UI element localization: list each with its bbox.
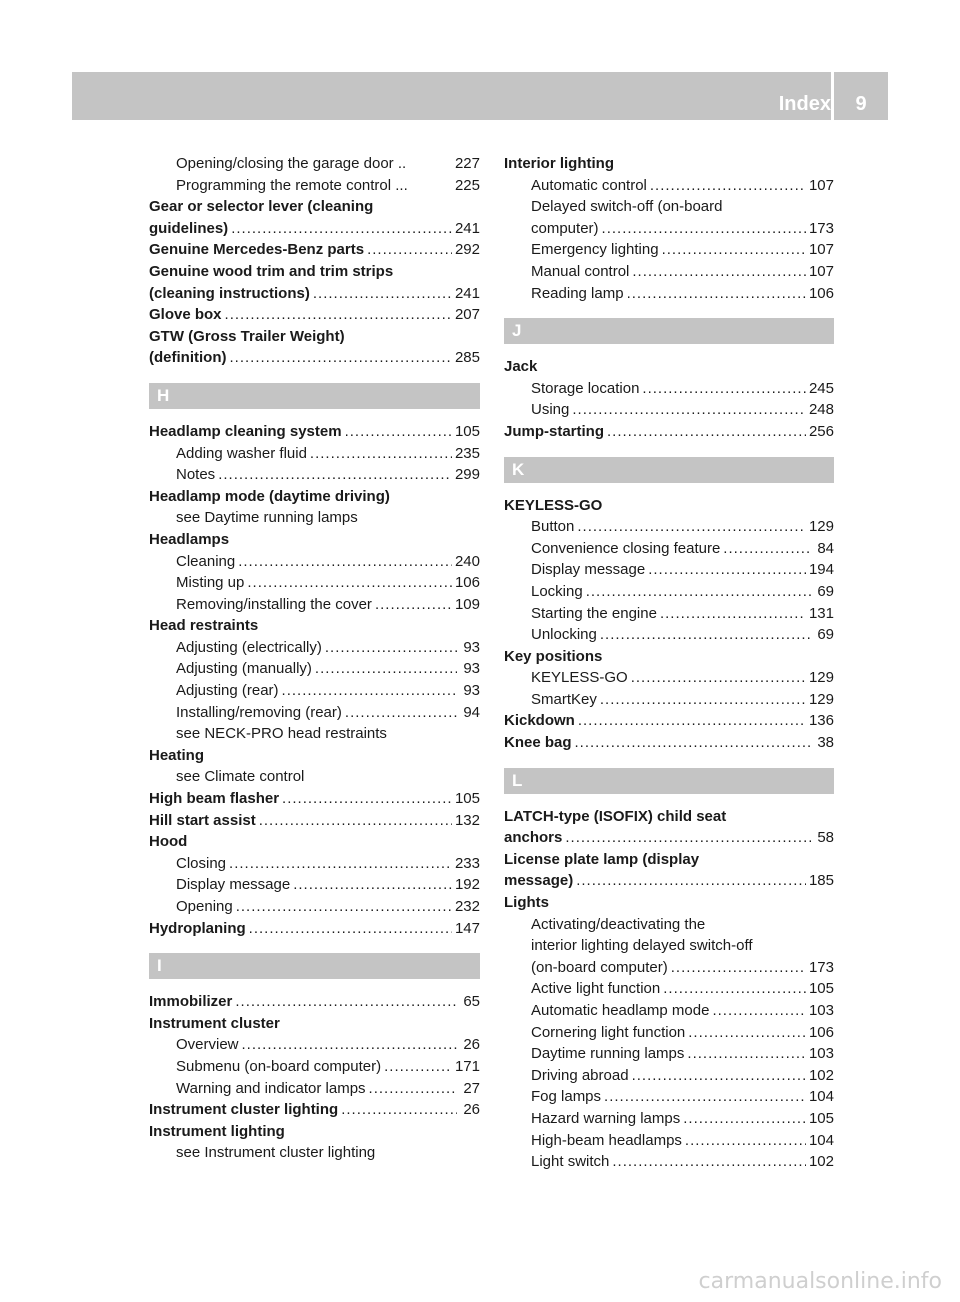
entry-term: Lights — [504, 894, 549, 912]
page-ref[interactable]: 93 — [463, 660, 480, 678]
page-ref[interactable]: 129 — [808, 690, 834, 708]
leader-dots — [249, 918, 452, 940]
leader-dots — [712, 1000, 806, 1022]
index-subentry[interactable] — [504, 1108, 834, 1130]
entry-term: Installing/removing (rear) — [176, 703, 342, 721]
index-entry[interactable] — [504, 827, 834, 849]
index-subentry — [504, 935, 834, 957]
page-ref[interactable]: 132 — [454, 811, 480, 829]
leader-dots — [631, 667, 806, 689]
entry-term: Light switch — [531, 1153, 610, 1171]
leader-dots — [632, 261, 806, 283]
entry-term: Instrument cluster lighting — [149, 1101, 339, 1119]
page-ref[interactable]: 194 — [808, 561, 834, 579]
section-header-i: I — [149, 953, 480, 979]
page-ref[interactable]: 173 — [808, 958, 834, 976]
entry-term: Active light function — [531, 980, 661, 998]
leader-dots — [282, 788, 452, 810]
index-subentry[interactable] — [149, 680, 480, 702]
page-ref[interactable]: 102 — [808, 1066, 834, 1084]
index-entry — [149, 745, 480, 767]
entry-term: Driving abroad — [531, 1066, 629, 1084]
watermark: carmanualsonline.info — [698, 1269, 942, 1294]
entry-term: Interior lighting — [504, 155, 614, 172]
index-entry — [149, 1121, 480, 1143]
page-ref[interactable]: 109 — [454, 595, 480, 613]
entry-term: Key positions — [504, 647, 603, 665]
index-entry — [149, 326, 480, 348]
entry-term: License plate lamp (display — [504, 850, 700, 868]
index-subentry[interactable] — [504, 378, 834, 400]
leader-dots — [650, 175, 806, 197]
entry-term: Cornering light function — [531, 1023, 686, 1041]
page-ref[interactable]: 171 — [454, 1057, 480, 1075]
leader-dots — [384, 1056, 452, 1078]
entry-term: Immobilizer — [149, 993, 233, 1011]
page-ref[interactable]: 26 — [463, 1101, 480, 1119]
leader-dots — [345, 421, 452, 443]
index-entry[interactable] — [149, 991, 480, 1013]
page-ref[interactable]: 185 — [808, 872, 834, 890]
index-entry — [149, 831, 480, 853]
section-header-l: L — [504, 768, 834, 794]
entry-term: interior lighting delayed switch-off — [531, 937, 753, 955]
index-subentry[interactable] — [149, 464, 480, 486]
index-subentry[interactable] — [149, 443, 480, 465]
index-entry[interactable] — [149, 347, 480, 369]
index-subentry[interactable] — [504, 516, 834, 538]
index-entry — [149, 615, 480, 637]
index-subentry[interactable] — [504, 175, 834, 197]
index-entry[interactable] — [149, 788, 480, 810]
index-subentry[interactable] — [504, 218, 834, 240]
index-subentry[interactable] — [149, 594, 480, 616]
index-entry[interactable] — [504, 710, 834, 732]
leader-dots — [602, 218, 806, 240]
index-entry[interactable] — [149, 421, 480, 443]
page-ref[interactable]: 235 — [454, 444, 480, 462]
entry-term: (definition) — [149, 349, 227, 367]
leader-dots — [575, 732, 811, 754]
leader-dots — [259, 810, 452, 832]
entry-term: see Instrument cluster lighting — [176, 1144, 376, 1162]
leader-dots — [225, 304, 452, 326]
leader-dots — [369, 1078, 457, 1100]
index-entry[interactable] — [504, 870, 834, 892]
page-ref[interactable]: 131 — [808, 604, 834, 622]
index-subentry[interactable] — [504, 1043, 834, 1065]
index-subentry — [149, 507, 480, 529]
index-subentry[interactable] — [504, 1065, 834, 1087]
entry-term: Kickdown — [504, 712, 575, 730]
leader-dots — [577, 516, 806, 538]
page-ref[interactable]: 232 — [454, 898, 480, 915]
index-entry — [504, 806, 834, 828]
entry-term: Headlamp mode (daytime driving) — [149, 487, 390, 505]
page-ref[interactable]: 241 — [454, 284, 480, 302]
index-subentry[interactable] — [149, 658, 480, 680]
index-subentry[interactable] — [504, 603, 834, 625]
leader-dots — [341, 1099, 457, 1121]
entry-term: Notes — [176, 466, 216, 484]
index-subentry[interactable] — [149, 1078, 480, 1100]
page-ref[interactable]: 292 — [454, 241, 480, 259]
entry-term: Headlamps — [149, 530, 230, 548]
entry-term: Head restraints — [149, 617, 259, 635]
entry-term: Using — [531, 401, 570, 419]
page-ref[interactable]: 93 — [463, 638, 480, 656]
page-ref[interactable]: 241 — [454, 219, 480, 237]
entry-term: Hill start assist — [149, 811, 256, 829]
leader-dots — [238, 551, 452, 573]
leader-dots — [313, 283, 452, 305]
index-entry — [149, 529, 480, 551]
leader-dots — [578, 710, 806, 732]
page-ref[interactable]: 299 — [454, 466, 480, 484]
index-subentry[interactable] — [149, 853, 480, 875]
index-entry — [504, 646, 834, 668]
page-ref[interactable]: 58 — [817, 829, 834, 847]
index-subentry[interactable] — [504, 559, 834, 581]
index-subentry[interactable] — [504, 399, 834, 421]
page-ref[interactable]: 105 — [454, 422, 480, 440]
entry-term: message) — [504, 872, 574, 890]
leader-dots — [572, 399, 806, 421]
entry-term: Jump-starting — [504, 422, 605, 440]
index-entry[interactable] — [149, 218, 480, 240]
leader-dots — [612, 1151, 806, 1173]
leader-dots — [687, 1043, 806, 1065]
entry-term: Removing/installing the cover — [176, 595, 372, 613]
page-ref[interactable]: 106 — [454, 574, 480, 592]
index-subentry[interactable] — [149, 874, 480, 896]
entry-term: guidelines) — [149, 219, 229, 237]
page-ref[interactable]: 69 — [817, 626, 834, 644]
leader-dots — [247, 572, 452, 594]
leader-dots — [310, 443, 452, 465]
index-entry[interactable] — [149, 918, 480, 940]
page-ref[interactable]: 245 — [808, 379, 834, 397]
entry-term: Unlocking — [531, 626, 597, 644]
page-ref[interactable]: 27 — [463, 1079, 480, 1097]
leader-dots — [632, 1065, 806, 1087]
entry-term: computer) — [531, 219, 599, 237]
page-ref[interactable]: 106 — [808, 284, 834, 302]
leader-dots — [723, 538, 811, 560]
page-ref[interactable]: 285 — [454, 349, 480, 367]
entry-term: Opening — [176, 898, 233, 915]
index-subentry — [504, 914, 834, 936]
page-ref[interactable]: 136 — [808, 712, 834, 730]
page-ref[interactable]: 105 — [808, 1109, 834, 1127]
index-subentry[interactable] — [149, 572, 480, 594]
page-title: Index — [778, 93, 831, 115]
leader-dots — [607, 421, 806, 443]
leader-dots — [642, 378, 806, 400]
entry-term: Delayed switch-off (on-board — [531, 198, 723, 216]
entry-term: Instrument cluster — [149, 1014, 280, 1032]
page-ref[interactable]: 26 — [463, 1036, 480, 1054]
page-ref[interactable]: 104 — [808, 1088, 834, 1106]
page-ref[interactable]: 107 — [808, 241, 834, 259]
leader-dots — [229, 853, 452, 875]
index-subentry[interactable] — [149, 175, 480, 197]
index-subentry[interactable] — [149, 551, 480, 573]
leader-dots — [627, 283, 806, 305]
index-entry — [149, 1013, 480, 1035]
index-subentry[interactable] — [504, 667, 834, 689]
index-entry[interactable] — [149, 304, 480, 326]
index-entry[interactable] — [149, 810, 480, 832]
page-ref[interactable]: 107 — [808, 176, 834, 194]
page-ref[interactable]: 69 — [817, 582, 834, 600]
entry-term: see Climate control — [176, 768, 305, 786]
index-subentry[interactable] — [504, 239, 834, 261]
page-ref[interactable]: 129 — [808, 669, 834, 687]
entry-term: Locking — [531, 582, 583, 600]
leader-dots — [685, 1130, 806, 1152]
entry-term: LATCH-type (ISOFIX) child seat — [504, 807, 727, 825]
entry-term: Headlamp cleaning system — [149, 422, 342, 440]
entry-term: Warning and indicator lamps — [176, 1079, 366, 1097]
leader-dots — [293, 874, 452, 896]
index-entry — [504, 495, 834, 517]
entry-term: Automatic control — [531, 176, 647, 194]
page-ref[interactable]: 103 — [808, 1045, 834, 1063]
index-subentry[interactable] — [504, 978, 834, 1000]
entry-term: (on-board computer) — [531, 958, 668, 976]
page-ref[interactable]: 256 — [808, 422, 834, 440]
entry-term: see Daytime running lamps — [176, 509, 358, 527]
entry-term: Manual control — [531, 262, 630, 280]
leader-dots — [242, 1034, 457, 1056]
page-ref[interactable]: 147 — [454, 919, 480, 937]
leader-dots — [218, 464, 452, 486]
entry-term: Automatic headlamp mode — [531, 1002, 710, 1019]
entry-term: Glove box — [149, 306, 222, 324]
index-subentry[interactable] — [149, 1056, 480, 1078]
entry-term: GTW (Gross Trailer Weight) — [149, 327, 345, 345]
leader-dots — [565, 827, 811, 849]
index-subentry[interactable] — [504, 689, 834, 711]
entry-term: Adjusting (manually) — [176, 660, 312, 678]
entry-term: Storage location — [531, 379, 640, 397]
section-header-k: K — [504, 457, 834, 483]
index-entry[interactable] — [149, 1099, 480, 1121]
entry-term: Jack — [504, 358, 538, 376]
index-subentry[interactable] — [504, 283, 834, 305]
entry-term: Instrument lighting — [149, 1122, 285, 1140]
index-entry — [504, 849, 834, 871]
leader-dots — [671, 957, 806, 979]
page-ref[interactable]: 65 — [463, 993, 480, 1011]
index-subentry[interactable] — [504, 957, 834, 979]
index-entry — [149, 196, 480, 218]
page-ref[interactable]: 225 — [454, 176, 480, 194]
index-column-left — [149, 153, 480, 1164]
leader-dots — [576, 870, 806, 892]
entry-term: Submenu (on-board computer) — [176, 1057, 382, 1075]
index-subentry — [149, 723, 480, 745]
entry-term: Misting up — [176, 574, 245, 592]
index-subentry[interactable] — [149, 637, 480, 659]
leader-dots — [683, 1108, 806, 1130]
page-ref[interactable]: 93 — [463, 682, 480, 700]
entry-term: Convenience closing feature — [531, 539, 721, 557]
entry-term: KEYLESS-GO — [531, 669, 628, 687]
leader-dots — [367, 239, 452, 261]
leader-dots — [600, 624, 811, 646]
entry-term: Fog lamps — [531, 1088, 602, 1106]
entry-term: Opening/closing the garage door .. — [176, 155, 407, 172]
index-column-right — [504, 153, 834, 1173]
entry-term: Starting the engine — [531, 604, 657, 622]
index-subentry — [504, 196, 834, 218]
page-number: 9 — [855, 93, 867, 115]
entry-term: Hazard warning lamps — [531, 1109, 681, 1127]
entry-term: Daytime running lamps — [531, 1045, 685, 1063]
entry-term: Adjusting (rear) — [176, 682, 279, 700]
page-ref[interactable]: 207 — [454, 306, 480, 324]
index-entry[interactable] — [504, 421, 834, 443]
index-subentry[interactable] — [149, 896, 480, 918]
page-ref[interactable]: 105 — [808, 980, 834, 998]
entry-term: Hydroplaning — [149, 919, 246, 937]
leader-dots — [660, 603, 806, 625]
index-subentry[interactable] — [504, 1000, 834, 1022]
page-ref[interactable]: 102 — [808, 1153, 834, 1171]
index-subentry[interactable] — [504, 624, 834, 646]
page-ref[interactable]: 129 — [808, 518, 834, 536]
leader-dots — [586, 581, 811, 603]
page-ref[interactable]: 173 — [808, 219, 834, 237]
entry-term: Closing — [176, 854, 227, 872]
index-subentry[interactable] — [504, 261, 834, 283]
leader-dots — [236, 896, 452, 918]
entry-term: Display message — [531, 561, 646, 579]
entry-term: High-beam headlamps — [531, 1131, 682, 1149]
entry-term: Display message — [176, 876, 291, 894]
page-ref[interactable]: 38 — [817, 734, 834, 752]
entry-term: Activating/deactivating the — [531, 915, 706, 933]
entry-term: Cleaning — [176, 552, 236, 570]
leader-dots — [600, 689, 806, 711]
index-entry — [149, 486, 480, 508]
entry-term: Reading lamp — [531, 284, 624, 302]
index-subentry — [149, 766, 480, 788]
entry-term: see NECK-PRO head restraints — [176, 725, 387, 743]
page-ref[interactable]: 106 — [808, 1023, 834, 1041]
entry-term: Emergency lighting — [531, 241, 659, 259]
index-entry — [149, 261, 480, 283]
entry-term: Heating — [149, 746, 205, 764]
page-ref[interactable]: 94 — [463, 703, 480, 721]
page-ref[interactable]: 240 — [454, 552, 480, 570]
index-subentry[interactable] — [504, 1151, 834, 1173]
entry-term: (cleaning instructions) — [149, 284, 310, 302]
entry-term: KEYLESS-GO — [504, 496, 603, 514]
entry-term: Button — [531, 518, 575, 536]
page-ref[interactable]: 104 — [808, 1131, 834, 1149]
entry-term: Programming the remote control ... — [176, 176, 408, 194]
index-entry — [504, 892, 834, 914]
entry-term: Overview — [176, 1036, 239, 1054]
index-entry — [504, 356, 834, 378]
index-subentry[interactable] — [149, 153, 480, 175]
entry-term: Genuine wood trim and trim strips — [149, 262, 394, 280]
page-ref[interactable]: 248 — [808, 401, 834, 419]
index-subentry[interactable] — [504, 1022, 834, 1044]
leader-dots — [662, 239, 806, 261]
leader-dots — [688, 1022, 806, 1044]
index-entry — [504, 153, 834, 175]
page-ref[interactable]: 103 — [808, 1002, 834, 1019]
index-subentry[interactable] — [504, 1130, 834, 1152]
section-header-j: J — [504, 318, 834, 344]
leader-dots — [235, 991, 457, 1013]
leader-dots — [315, 658, 457, 680]
index-subentry[interactable] — [149, 702, 480, 724]
page-ref[interactable]: 192 — [454, 876, 480, 894]
index-subentry — [149, 1142, 480, 1164]
index-entry[interactable] — [149, 283, 480, 305]
entry-term: SmartKey — [531, 690, 597, 708]
page-ref[interactable]: 227 — [454, 155, 480, 172]
index-subentry[interactable] — [504, 538, 834, 560]
index-subentry[interactable] — [504, 1086, 834, 1108]
leader-dots — [345, 702, 457, 724]
leader-dots — [325, 637, 457, 659]
page-ref[interactable]: 84 — [817, 539, 834, 557]
leader-dots — [648, 559, 806, 581]
leader-dots — [663, 978, 806, 1000]
index-entry[interactable] — [504, 732, 834, 754]
index-entry[interactable] — [149, 239, 480, 261]
section-header-h: H — [149, 383, 480, 409]
leader-dots — [604, 1086, 806, 1108]
entry-term: Adjusting (electrically) — [176, 638, 322, 656]
page-ref[interactable]: 107 — [808, 262, 834, 280]
entry-term: Adding washer fluid — [176, 444, 307, 462]
leader-dots — [231, 218, 452, 240]
leader-dots — [375, 594, 452, 616]
index-subentry[interactable] — [149, 1034, 480, 1056]
page-ref[interactable]: 105 — [454, 790, 480, 808]
page-ref[interactable]: 233 — [454, 854, 480, 872]
entry-term: Gear or selector lever (cleaning — [149, 198, 374, 216]
leader-dots — [229, 347, 451, 369]
leader-dots — [282, 680, 457, 702]
index-subentry[interactable] — [504, 581, 834, 603]
entry-term: High beam flasher — [149, 790, 280, 808]
entry-term: anchors — [504, 829, 563, 847]
entry-term: Hood — [149, 833, 188, 851]
entry-term: Knee bag — [504, 734, 572, 752]
entry-term: Genuine Mercedes-Benz parts — [149, 241, 365, 259]
